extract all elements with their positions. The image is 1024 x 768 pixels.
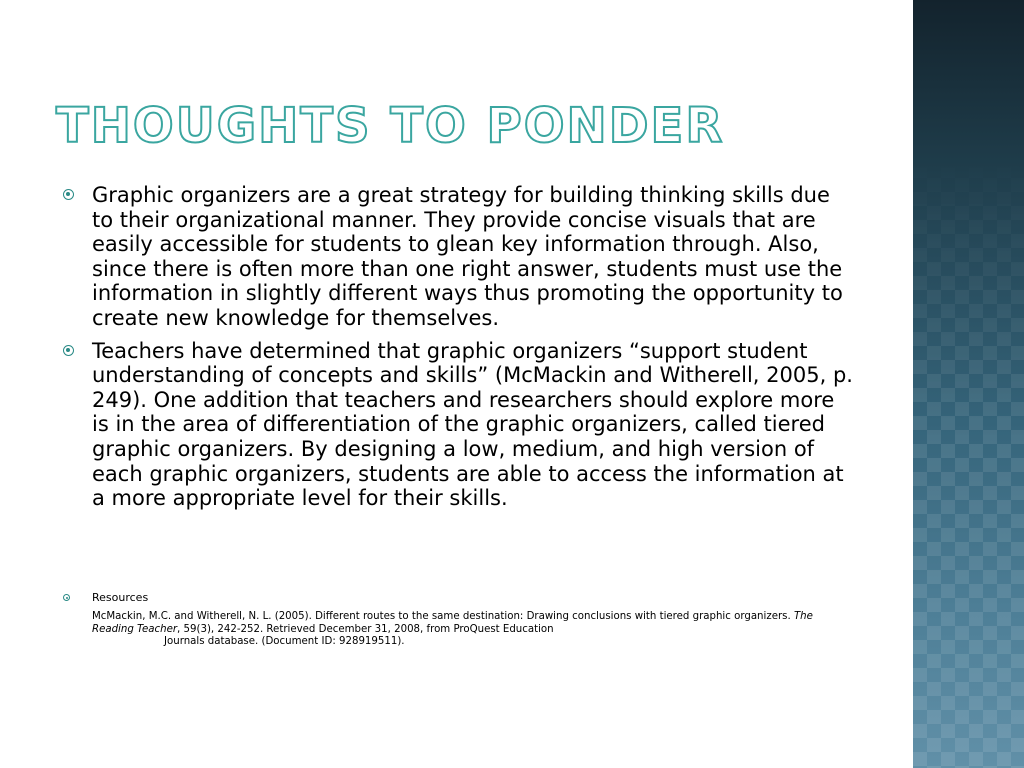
slide-title: THOUGHTS TO PONDER [56, 98, 725, 154]
bullet-item [56, 339, 856, 511]
bullet-text: Teachers have determined that graphic organizers “support student understanding of concepts and skills” (McMackin and Witherell, 2005, p. 249). One addition that teachers and researchers should explore more is in the area of differentiation of the graphic organizers, called tiered graphic organizers. By designing a low, medium, and high version of each graphic organizers, students are able to access the information at a more appropriate level for their skills. [92, 338, 853, 511]
resources-section [56, 590, 856, 649]
resources-heading-text: Resources [92, 591, 149, 604]
bullet-item [56, 183, 856, 331]
citation-text: , 59(3), 242-252. Retrieved December 31, 2008, from ProQuest Education [177, 623, 554, 635]
citation [56, 611, 856, 649]
diamond-pattern [913, 150, 1024, 768]
side-decoration-band [913, 0, 1024, 768]
bullet-text: Graphic organizers are a great strategy for building thinking skills due to their organizational manner. They provide concise visuals that are easily accessible for students to glean key information through. Also, since there is often more than one right answer, students must use the information in slightly different ways thus promoting the opportunity to create new knowledge for themselves. [92, 183, 843, 330]
resources-heading [56, 590, 856, 606]
citation-text: Journals database. (Document ID: 928919511). [164, 636, 405, 648]
circle-bullet-icon [63, 594, 70, 601]
citation-text: McMackin, M.C. and Witherell, N. L. (2005). Different routes to the same destination: Drawing conclusions with tiered graphic organizers. [92, 611, 794, 622]
circle-bullet-icon [63, 345, 74, 356]
circle-bullet-icon [63, 189, 74, 200]
bullet-list [56, 183, 856, 519]
citation-journal: The Reading Teacher [92, 611, 813, 635]
